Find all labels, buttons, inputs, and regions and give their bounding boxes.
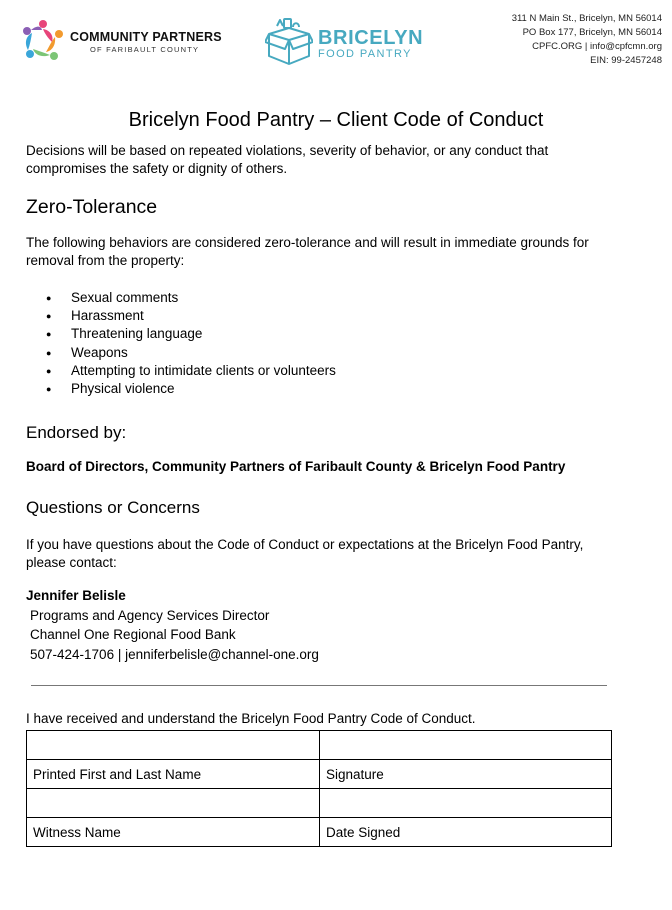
community-partners-logo-icon (20, 18, 66, 64)
food-box-logo-icon (265, 18, 313, 66)
address-block (512, 12, 662, 68)
contact-organization: Channel One Regional Food Bank (30, 627, 236, 642)
list-item: ● Sexual comments (26, 289, 336, 307)
list-item: ● Attempting to intimidate clients or volunteers (26, 362, 336, 380)
signature-label: Signature (320, 760, 612, 789)
signature-table (26, 730, 612, 847)
divider (31, 685, 607, 686)
signature-field[interactable] (320, 731, 612, 760)
letterhead (0, 0, 672, 80)
document-title: Bricelyn Food Pantry – Client Code of Conduct (128, 109, 544, 131)
acknowledgement-text: I have received and understand the Bricelyn Food Pantry Code of Conduct. (26, 711, 476, 726)
printed-name-field[interactable] (27, 731, 320, 760)
zero-tolerance-heading: Zero-Tolerance (26, 196, 158, 218)
zero-tolerance-list (26, 289, 336, 398)
contact-title: Programs and Agency Services Director (30, 607, 270, 623)
cp-name: COMMUNITY PARTNERS (70, 30, 222, 44)
address-line: PO Box 177, Bricelyn, MN 56014 (522, 27, 662, 38)
witness-name-field[interactable] (27, 789, 320, 818)
list-item: ● Threatening language (26, 325, 336, 343)
contact-name: Jennifer Belisle (26, 588, 126, 603)
witness-name-label: Witness Name (27, 818, 320, 847)
bricelyn-wordmark (318, 28, 423, 61)
bfp-subtitle: FOOD PANTRY (318, 48, 412, 60)
community-partners-wordmark (70, 30, 222, 54)
address-line: 311 N Main St., Bricelyn, MN 56014 (511, 13, 662, 24)
date-signed-field[interactable] (320, 789, 612, 818)
list-item: ● Harassment (26, 307, 336, 325)
ein-line: EIN: 99-2457248 (590, 55, 662, 66)
questions-text: If you have questions about the Code of Conduct or expectations at the Bricelyn Food Pantry, please contact: (26, 537, 584, 570)
zero-tolerance-intro: The following behaviors are considered zero-tolerance and will result in immediate grounds for removal from the property: (26, 235, 589, 268)
date-signed-label: Date Signed (320, 818, 612, 847)
intro-paragraph: Decisions will be based on repeated violations, severity of behavior, or any conduct that compromises the safety or dignity of others. (26, 143, 549, 176)
endorsed-heading: Endorsed by: (26, 423, 127, 442)
endorsed-text: Board of Directors, Community Partners of Faribault County & Bricelyn Food Pantry (26, 459, 566, 474)
contact-block (26, 586, 319, 664)
list-item: ● Weapons (26, 344, 336, 362)
printed-name-label: Printed First and Last Name (27, 760, 320, 789)
contact-phone-email: 507-424-1706 | jenniferbelisle@channel-one.org (30, 646, 319, 662)
questions-heading: Questions or Concerns (26, 498, 200, 517)
cp-subtitle: OF FARIBAULT COUNTY (90, 45, 200, 54)
contact-line: CPFC.ORG | info@cpfcmn.org (532, 41, 662, 52)
bfp-name: BRICELYN (318, 27, 424, 49)
list-item: ● Physical violence (26, 380, 336, 398)
